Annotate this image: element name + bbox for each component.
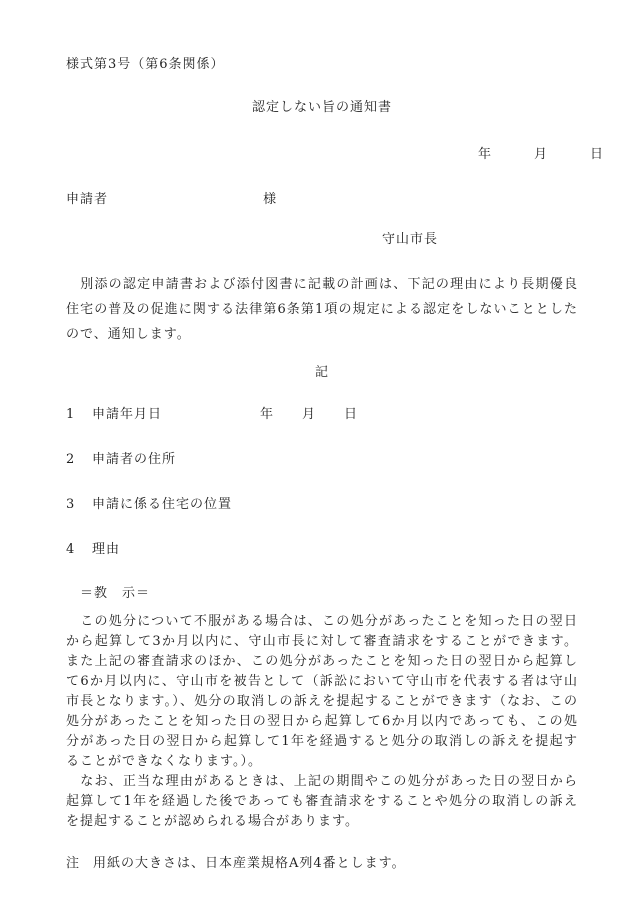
issuer-name: 守山市長 <box>382 232 439 247</box>
item-row-application-date <box>66 405 578 425</box>
items-section <box>66 405 578 560</box>
item-label: 申請者の住所 <box>92 452 177 467</box>
form-number: 様式第3号（第6条関係） <box>66 57 225 72</box>
applicant-label: 申請者 <box>66 192 109 207</box>
instruction-heading: ＝教 示＝ <box>80 586 151 601</box>
page-title: 認定しない旨の通知書 <box>251 100 392 115</box>
instruction-paragraph-2: なお、正当な理由があるときは、上記の期間やこの処分があった日の翌日から起算して1年を経過した後であっても審査請求をすることや処分の取消しの訴えを提起することが認められる場合があります。 <box>66 774 578 829</box>
instruction-paragraph-1: この処分について不服がある場合は、この処分があったことを知った日の翌日から起算して3か月以内に、守山市長に対して審査請求をすることができます。また上記の審査請求のほか、この処分があったことを知った日の翌日から起算して6か月以内に、守山市を被告として（訴訟において守山市を代表する者は守山市長となります。）、処分の取消しの訴えを提起することができます（なお、この処分があったことを知った日の翌日から起算して6か月以内であっても、この処分があった日の翌日から起算して1年を経過すると処分の取消しの訴えを提起することができなくなります。）。 <box>66 614 578 769</box>
item-number: 4 <box>66 542 76 557</box>
item-row-applicant-address <box>66 450 578 470</box>
item-value-date-placeholder: 年 月 日 <box>260 407 359 422</box>
applicant-line <box>66 190 578 210</box>
note-text: 用紙の大きさは、日本産業規格A列4番とします。 <box>93 856 406 871</box>
item-row-house-location <box>66 495 578 515</box>
note-label: 注 <box>66 856 81 871</box>
record-heading: 記 <box>314 365 329 380</box>
item-label: 理由 <box>92 542 121 557</box>
note-line <box>66 854 578 874</box>
item-label: 申請年月日 <box>92 407 163 422</box>
item-number: 2 <box>66 452 76 467</box>
item-label: 申請に係る住宅の位置 <box>92 497 233 512</box>
item-number: 3 <box>66 497 76 512</box>
body-paragraph: 別添の認定申請書および添付図書に記載の計画は、下記の理由により長期優良住宅の普及の促進に関する法律第6条第1項の規定による認定をしないこととしたので、通知します。 <box>66 277 578 342</box>
item-row-reason <box>66 540 578 560</box>
item-number: 1 <box>66 407 76 422</box>
date-placeholder-line: 年 月 日 <box>477 147 604 162</box>
applicant-honorific: 様 <box>263 192 278 207</box>
